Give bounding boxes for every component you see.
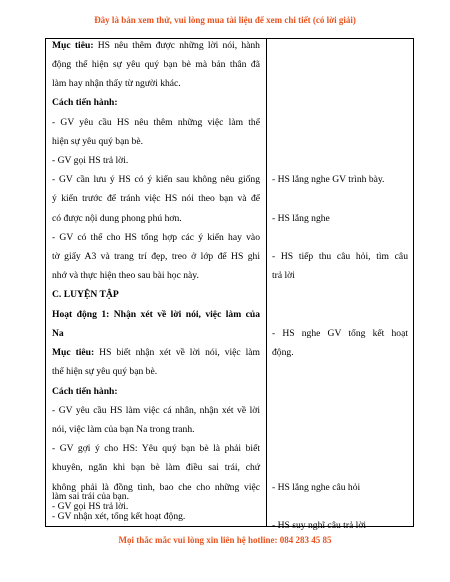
goal-text: HS biết nhận xét về lời nói, việc làm [94,347,260,358]
text-line: ý kiến trước để tránh việc HS nói theo bạn và để [52,193,260,204]
student-line: - HS lắng nghe câu hỏi [272,482,361,493]
footer-notice: Mọi thắc mắc vui lòng xin liên hệ hotline: 084 283 45 85 [118,535,332,545]
student-line: - HS suy nghĩ câu trả lời [272,520,367,531]
procedure-heading: Cách tiến hành: [52,97,118,108]
text-line: nói, việc làm của bạn Na trong tranh. [52,424,195,435]
text-line: - GV gọi HS trả lời. [52,501,129,512]
student-line: động. [272,347,294,358]
goal-text: HS nêu thêm được những lời nói, hành [93,40,260,51]
text-line: - GV gọi HS trả lời. [52,155,129,166]
text-line: làm sai trái của bạn. [52,491,129,502]
text-line: nhớ và thực hiện theo sau bài học này. [52,270,199,281]
student-line: - HS lắng nghe [272,213,330,224]
text-line: có được nội dung phong phú hơn. [52,213,182,224]
lesson-plan-table [45,38,414,531]
text-line: - GV yêu cầu HS làm việc cá nhân, nhận xét về lời [52,405,260,416]
goal-label: Mục tiêu: [52,347,95,358]
procedure-heading: Cách tiến hành: [52,386,118,397]
text-line: - GV nhận xét, tổng kết hoạt động. [52,511,186,522]
text-line: hiện sự yêu quý bạn bè. [52,136,143,147]
text-line: thể hiện sự yêu quý bạn bè. [52,366,158,377]
text-line: làm hay nhận thấy từ người khác. [52,78,181,89]
goal-line-2 [52,347,260,358]
activity-heading: Hoạt động 1: Nhận xét về lời nói, việc làm của [52,309,260,320]
text-line: không phải là đồng tình, bao che cho những việc [52,482,260,493]
text-line: - GV cần lưu ý HS có ý kiến sau không nêu giống [52,174,260,185]
text-line: tờ giấy A3 và trang trí đẹp, treo ở lớp để HS ghi [52,251,260,262]
text-line: động thể hiện sự yêu quý bạn bè mà bản thân đã [52,59,260,70]
text-line: - GV gợi ý cho HS: Yêu quý bạn bè là phải biết [52,443,260,454]
goal-label: Mục tiêu: [52,40,94,51]
section-heading: C. LUYỆN TẬP [52,289,119,300]
header-notice: Đây là bản xem thử, vui lòng mua tài liệu để xem chi tiết (có lời giải) [94,15,356,25]
activity-heading-cont: Na [52,328,64,339]
student-line: - HS tiếp thu câu hỏi, tìm câu [272,251,408,262]
student-line: trả lời [272,270,295,281]
text-line: khuyên, ngăn khi bạn bè làm điều sai trái, chứ [52,462,260,473]
student-line: - HS lắng nghe GV trình bày. [272,174,385,185]
text-line: - GV yêu cầu HS nêu thêm những việc làm thể [52,117,260,128]
student-line: - HS nghe GV tổng kết hoạt [272,328,408,339]
teacher-activity-cell [46,39,267,527]
student-activity-cell [267,39,414,531]
text-line: - GV có thể cho HS tổng hợp các ý kiến hay vào [52,232,260,243]
goal-line-1 [52,40,260,51]
